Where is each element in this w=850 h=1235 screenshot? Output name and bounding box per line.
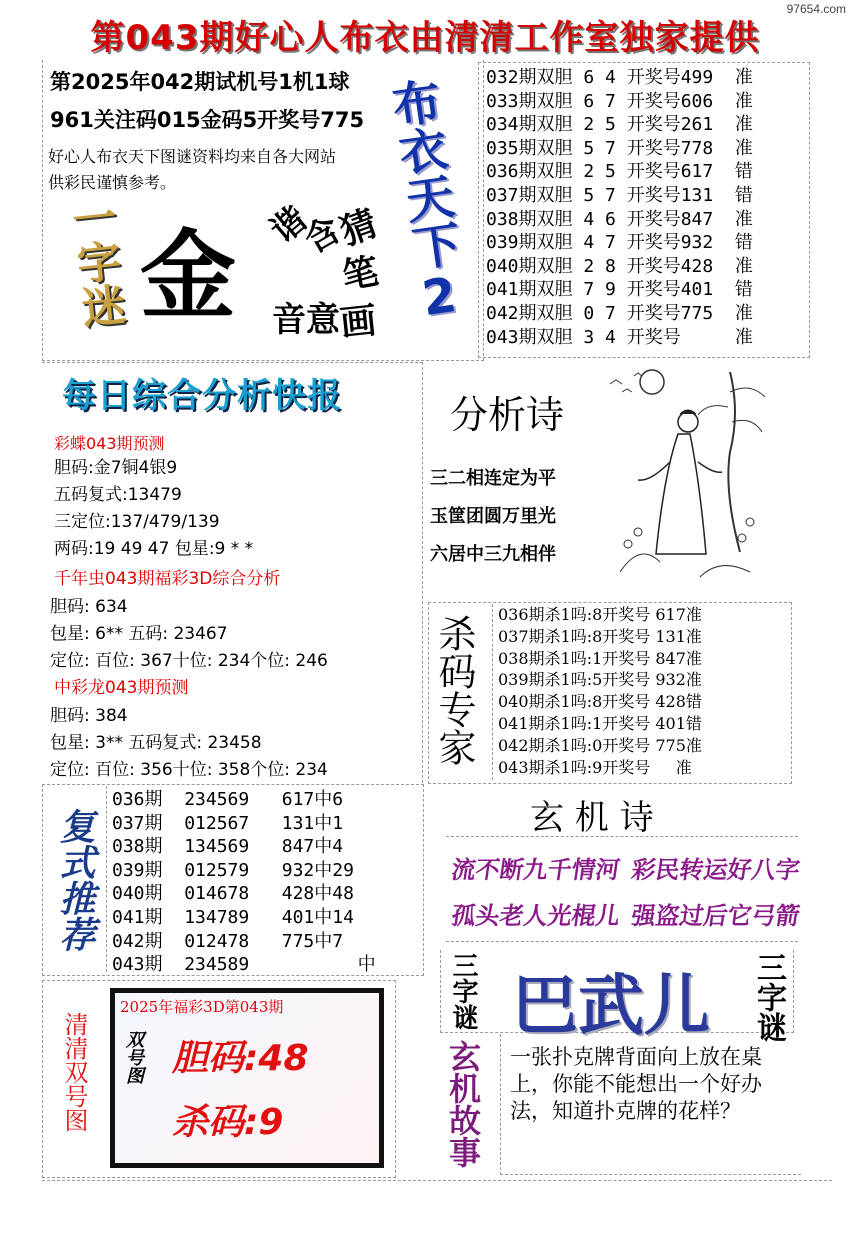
analysis-poem-line: 三二相连定为平 — [430, 468, 556, 489]
intro-line-2: 961关注码015金码5开奖号775 — [50, 108, 365, 132]
kill-divider — [492, 604, 493, 780]
kill-row: 042期杀1吗:0开奖号 775准 — [498, 735, 702, 755]
qingqing-header: 2025年福彩3D第043期 — [120, 998, 284, 1016]
history-row: 042期双胆 0 7 开奖号775 准 — [486, 302, 753, 324]
zhongcailong-line: 包星: 3** 五码复式: 23458 — [50, 733, 262, 753]
history-row: 037期双胆 5 7 开奖号131 错 — [486, 184, 753, 206]
zhongcailong-line: 定位: 百位: 356十位: 358个位: 234 — [50, 760, 328, 780]
fushi-row: 042期 012478 775中7 — [112, 930, 344, 952]
intro-line-4: 供彩民谨慎参考。 — [48, 173, 177, 192]
qiannianchong-heading: 千年虫043期福彩3D综合分析 — [54, 569, 281, 589]
xuanji-poem-title: 玄 机 诗 — [530, 798, 654, 838]
caidie-line: 五码复式:13479 — [54, 485, 182, 505]
fushi-row: 038期 134569 847中4 — [112, 836, 344, 858]
watermark: 97654.com — [786, 2, 846, 16]
kill-row: 039期杀1吗:5开奖号 932准 — [498, 670, 702, 690]
daily-report-title: 每日综合分析快报 — [62, 376, 342, 416]
history-row: 043期双胆 3 4 开奖号 准 — [486, 326, 753, 348]
kill-row: 040期杀1吗:8开奖号 428错 — [498, 692, 702, 712]
three-char-answer: 巴武儿 — [512, 966, 710, 1044]
xuanji-poem-line: 彩民转运好八字 — [629, 856, 802, 884]
qingqing-side: 双号图 — [123, 1030, 144, 1084]
hint-char: 音 — [272, 300, 306, 340]
caidie-heading: 彩蝶043期预测 — [54, 434, 165, 453]
hint-char: 画 — [338, 300, 379, 345]
fushi-divider — [106, 786, 107, 972]
caidie-line: 胆码:金7铜4银9 — [54, 458, 178, 478]
one-char-riddle-label: 一字迷 — [62, 193, 127, 331]
kill-row: 041期杀1吗:1开奖号 401错 — [498, 713, 702, 733]
qiannianchong-line: 定位: 百位: 367十位: 234个位: 246 — [50, 651, 328, 671]
analysis-poem-line: 玉筐团圆万里光 — [430, 506, 556, 527]
history-row: 041期双胆 7 9 开奖号401 错 — [486, 279, 753, 301]
qingqing-label: 清清双号图 — [60, 1012, 88, 1132]
xuanji-story-text: 一张扑克牌背面向上放在桌上，你能不能想出一个好办法，知道扑克牌的花样？ — [510, 1045, 762, 1123]
kill-expert-label: 杀码专家 — [432, 614, 476, 766]
qingqing-sha: 杀码:9 — [172, 1102, 284, 1143]
caidie-line: 两码:19 49 47 包星:9 * * — [54, 539, 254, 559]
fushi-row: 036期 234569 617中6 — [112, 789, 344, 810]
fushi-label: 复式推荐 — [54, 808, 95, 952]
history-row: 032期双胆 6 4 开奖号499 准 — [486, 67, 753, 88]
xuanji-poem-line: 流不断九千情河 — [449, 856, 622, 884]
fushi-table — [112, 788, 376, 977]
xuanji-poem-line: 强盗过后它弓箭 — [629, 902, 802, 930]
riddle-hint — [263, 196, 383, 356]
three-char-label-left: 三字谜 — [448, 952, 478, 1030]
kill-row: 038期杀1吗:1开奖号 847准 — [498, 648, 702, 668]
scholar-illustration — [600, 362, 770, 598]
kill-row: 036期杀1吗:8开奖号 617准 — [498, 605, 702, 624]
history-row: 033期双胆 6 7 开奖号606 准 — [486, 90, 753, 112]
qiannianchong-line: 胆码: 634 — [50, 597, 128, 617]
history-row: 040期双胆 2 8 开奖号428 准 — [486, 255, 753, 277]
qiannianchong-line: 包星: 6** 五码: 23467 — [50, 624, 228, 644]
qingqing-dan: 胆码:48 — [172, 1038, 309, 1079]
history-row: 035期双胆 5 7 开奖号778 准 — [486, 137, 753, 159]
xuanji-story-label: 玄机故事 — [444, 1040, 482, 1168]
fushi-row: 041期 134789 401中14 — [112, 906, 354, 928]
hint-char: 意 — [306, 300, 340, 340]
intro-line-1: 第2025年042期试机号1机1球 — [50, 70, 350, 94]
hint-char: 笔 — [339, 251, 382, 298]
page-title: 第043期好心人布衣由清清工作室独家提供 — [90, 18, 760, 58]
three-char-label-right: 三字谜 — [751, 952, 786, 1042]
history-row: 034期双胆 2 5 开奖号261 准 — [486, 114, 753, 136]
zhongcailong-heading: 中彩龙043期预测 — [54, 678, 189, 698]
kill-row: 037期杀1吗:8开奖号 131准 — [498, 626, 702, 646]
fushi-row: 040期 014678 428中48 — [112, 883, 354, 905]
zhongcailong-line: 胆码: 384 — [50, 706, 128, 726]
hint-char: 猜 — [335, 202, 383, 254]
history-row: 036期双胆 2 5 开奖号617 错 — [486, 161, 753, 183]
one-char-riddle-answer: 金 — [140, 219, 236, 332]
xuanji-poem-line: 孤头老人光棍儿 — [449, 902, 622, 930]
kill-row: 043期杀1吗:9开奖号 准 — [498, 757, 692, 777]
brand-vertical: 布衣天下2 — [381, 75, 471, 329]
analysis-poem-line: 六居中三九相伴 — [430, 544, 556, 565]
hint-char: 谐 — [263, 198, 316, 252]
fushi-row: 043期 234589 中 — [112, 954, 376, 976]
history-row: 039期双胆 4 7 开奖号932 错 — [486, 232, 753, 254]
kill-table — [498, 604, 702, 778]
analysis-poem-title: 分析诗 — [450, 393, 565, 437]
intro-line-3: 好心人布衣天下图谜资料均来自各大网站 — [48, 147, 337, 166]
hint-char: 含 — [298, 209, 348, 262]
history-table — [486, 66, 806, 349]
fushi-row: 037期 012567 131中1 — [112, 812, 344, 834]
history-row: 038期双胆 4 6 开奖号847 准 — [486, 208, 753, 230]
bottom-divider — [42, 1180, 832, 1181]
caidie-line: 三定位:137/479/139 — [54, 512, 220, 532]
fushi-row: 039期 012579 932中29 — [112, 859, 354, 881]
